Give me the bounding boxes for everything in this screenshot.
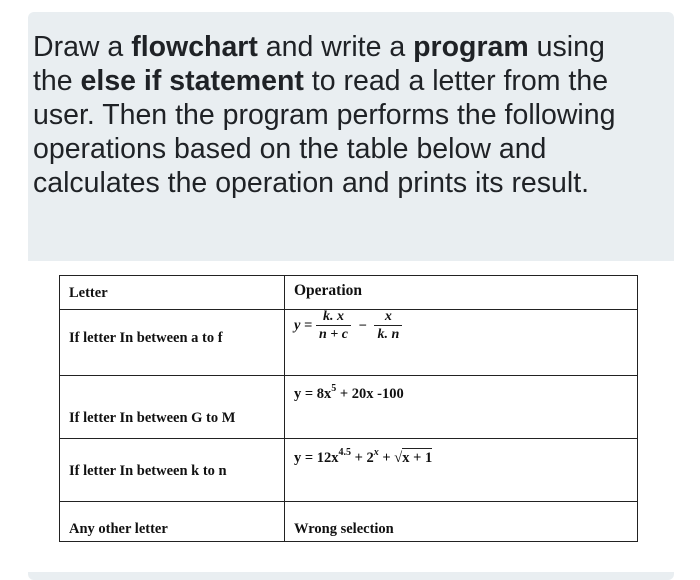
question-keyword-program: program bbox=[413, 31, 529, 63]
formula-row2 bbox=[294, 383, 404, 403]
table-row bbox=[60, 376, 638, 439]
table-row bbox=[60, 310, 638, 376]
operation-cell bbox=[285, 439, 638, 502]
formula-row1 bbox=[294, 309, 402, 343]
header-cell-operation bbox=[285, 276, 638, 310]
table-row bbox=[60, 502, 638, 542]
fraction-2 bbox=[374, 309, 402, 343]
table-header-row bbox=[60, 276, 638, 310]
question-text-seg4: to read a letter from the user. Then the program performs the following operations based on the table below and calculates the operation and prints its result. bbox=[33, 65, 616, 199]
letter-condition: Any other letter bbox=[69, 521, 168, 537]
operation-wrong-selection: Wrong selection bbox=[294, 521, 394, 537]
question-text-seg1: Draw a bbox=[33, 31, 132, 63]
operations-table bbox=[59, 275, 638, 542]
fraction-1 bbox=[316, 309, 351, 343]
table-row bbox=[60, 439, 638, 502]
formula-row3-sqrt: + √ bbox=[378, 450, 403, 466]
formula-row2-base: y = 8x bbox=[294, 386, 332, 402]
header-operation: Operation bbox=[294, 282, 363, 299]
operation-cell bbox=[285, 310, 638, 376]
operation-cell bbox=[285, 502, 638, 542]
question-keyword-else-if: else if statement bbox=[80, 65, 304, 97]
formula-row3-base: y = 12x bbox=[294, 450, 339, 466]
table-image-panel bbox=[28, 261, 674, 572]
formula-row3-radicand: x + 1 bbox=[402, 450, 433, 466]
formula-row3-mid: + 2 bbox=[351, 450, 374, 466]
question-text bbox=[33, 30, 633, 200]
letter-cell bbox=[60, 310, 285, 376]
question-keyword-flowchart: flowchart bbox=[131, 31, 258, 63]
fraction-2-denominator: k. n bbox=[377, 327, 400, 342]
formula-lhs: y = bbox=[294, 317, 313, 334]
header-cell-letter bbox=[60, 276, 285, 310]
formula-row2-rest: + 20x -100 bbox=[336, 386, 404, 402]
letter-condition: If letter In between k to n bbox=[69, 463, 227, 479]
question-text-seg2: and write a bbox=[257, 31, 414, 63]
letter-condition: If letter In between a to f bbox=[69, 330, 223, 346]
formula-row3 bbox=[294, 447, 432, 467]
formula-row3-exponent-1: 4.5 bbox=[338, 447, 352, 458]
letter-condition: If letter In between G to M bbox=[69, 410, 236, 426]
formula-row2-exponent: 5 bbox=[331, 383, 337, 394]
letter-cell bbox=[60, 502, 285, 542]
operation-cell bbox=[285, 376, 638, 439]
fraction-2-numerator: x bbox=[374, 309, 402, 326]
header-letter: Letter bbox=[69, 285, 108, 301]
fraction-1-denominator: n + c bbox=[318, 327, 348, 342]
formula-row3-exponent-2: x bbox=[373, 447, 379, 458]
formula-minus: − bbox=[358, 317, 367, 334]
question-text-seg3: using the bbox=[33, 31, 605, 97]
letter-cell bbox=[60, 439, 285, 502]
letter-cell bbox=[60, 376, 285, 439]
fraction-1-numerator: k. x bbox=[316, 309, 351, 326]
